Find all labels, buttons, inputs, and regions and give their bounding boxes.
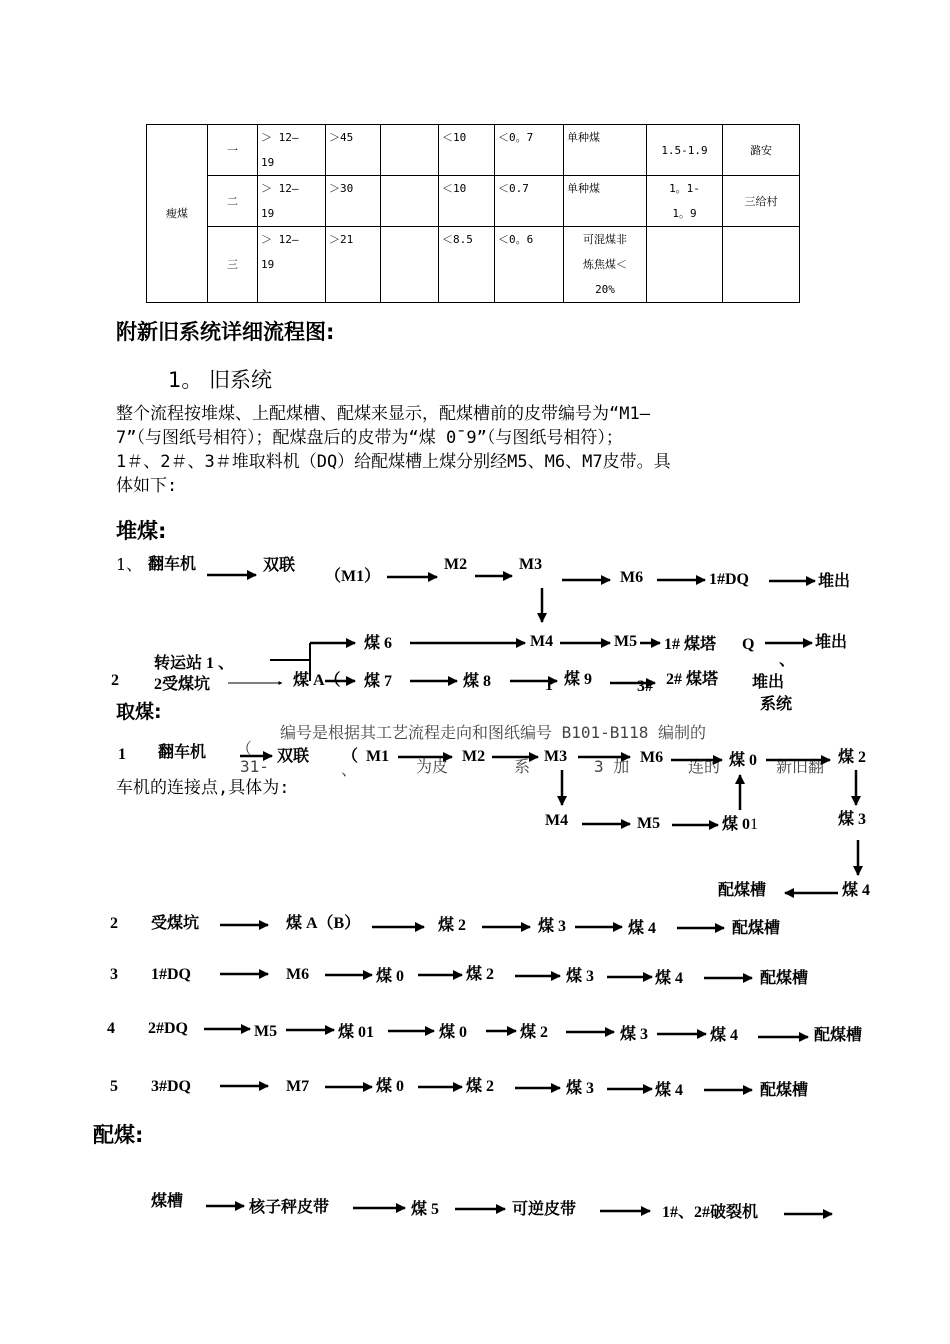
table-cell: 可混煤非 炼焦煤＜ 20%	[564, 227, 647, 303]
flow-node: M2	[444, 556, 468, 573]
flow-node: M5	[614, 633, 638, 650]
flow-node: 煤 8	[463, 673, 492, 690]
grade-cell: 一	[208, 125, 258, 176]
table-cell: 三给村	[723, 176, 800, 227]
flow-glyph: 1	[545, 677, 553, 694]
table-cell: ＞21	[326, 227, 381, 303]
flow-node: 煤 A（B）	[286, 915, 361, 932]
flow-node: M7	[286, 1078, 310, 1095]
flow-node: 3#DQ	[151, 1078, 191, 1095]
flow-node: 翻车机	[158, 744, 207, 761]
table-cell: ＞ 12— 19	[258, 125, 326, 176]
flow-node: M6	[286, 966, 310, 983]
table-cell: ＞30	[326, 176, 381, 227]
obscured-text: （	[236, 739, 253, 758]
section-heading: 附新旧系统详细流程图:	[116, 320, 335, 344]
flow-node: M6	[620, 569, 644, 586]
flow-node: 配煤槽	[718, 882, 767, 899]
flow-node: 双联	[277, 748, 310, 765]
flow-node: 1#、2#破裂机	[662, 1204, 759, 1221]
flow-number: 2	[111, 672, 119, 689]
table-cell: ＜0.7	[495, 176, 564, 227]
flow-node: 煤 01	[338, 1024, 375, 1041]
flow-node: 煤 3	[566, 1080, 595, 1097]
flow-node: 煤 2	[466, 1078, 495, 1095]
obscured-text: 、	[341, 760, 358, 779]
flow-node: 1#DQ	[709, 571, 749, 588]
flow-node: 煤 4	[628, 920, 657, 937]
flow-node: 3#	[637, 678, 653, 695]
flow-node: 煤 6	[364, 635, 393, 652]
obscured-text: 编号是根据其工艺流程走向和图纸编号 B101-B118 编制的	[280, 723, 706, 742]
take-section-title: 取煤:	[116, 701, 162, 723]
table-cell: ＞ 12— 19	[258, 176, 326, 227]
grade-cell: 三	[208, 227, 258, 303]
coal-category: 瘦煤	[147, 125, 208, 303]
flow-node: 配煤槽	[814, 1027, 863, 1044]
flow-node: 1#DQ	[151, 966, 191, 983]
flow-number: 1	[118, 746, 126, 763]
flow-node: 受煤坑	[151, 915, 200, 932]
grade-cell: 二	[208, 176, 258, 227]
table-cell: 单种煤	[564, 176, 647, 227]
table-cell: ＞ 12— 19	[258, 227, 326, 303]
flow-node: M5	[637, 815, 661, 832]
flow-node: 煤 3	[620, 1026, 649, 1043]
flow-node: 煤 0	[376, 1078, 405, 1095]
flow-node: M4	[530, 633, 554, 650]
flow-node: 煤 4	[842, 882, 871, 899]
flow-fragment: 系统	[760, 696, 793, 713]
flow-number: 2	[110, 915, 118, 932]
flow-node: （M1）	[325, 568, 381, 585]
flow-node: 核子秤皮带	[249, 1199, 330, 1216]
table-cell: ＜10	[439, 176, 495, 227]
flow-node: M1	[366, 748, 390, 765]
flow-number: 3	[110, 966, 118, 983]
flow-number: 1、	[116, 555, 143, 574]
obscured-text: 31-	[240, 757, 269, 776]
obscured-text: 3 加	[594, 757, 630, 776]
obscured-text: 连的	[688, 757, 721, 776]
flow-node: M3	[519, 556, 543, 573]
flow-node: 煤槽	[151, 1193, 184, 1210]
flow-node: 配煤槽	[760, 1082, 809, 1099]
flow-node: 2#DQ	[148, 1020, 188, 1037]
obscured-text: 为皮	[416, 757, 449, 776]
table-cell: ＜0。6	[495, 227, 564, 303]
flow-number: 5	[110, 1078, 118, 1095]
flow-node: M6	[640, 749, 664, 766]
flow-node: M4	[545, 812, 569, 829]
flow-node: 煤 01	[722, 816, 759, 833]
subsection-heading: 1。 旧系统	[168, 368, 273, 392]
table-cell: 1。1- 1。9	[647, 176, 723, 227]
flow-node: 煤 3	[566, 968, 595, 985]
flow-node: 煤 3	[838, 811, 867, 828]
table-cell: 潞安	[723, 125, 800, 176]
table-cell: ＞45	[326, 125, 381, 176]
obscured-text: 系	[514, 757, 531, 776]
flow-node: 煤 4	[655, 1082, 684, 1099]
flow-node: 煤 4	[710, 1027, 739, 1044]
flow-node: 2受煤坑	[154, 676, 211, 693]
table-cell: 1.5-1.9	[647, 125, 723, 176]
flow-glyph: 、	[779, 652, 796, 669]
flow-node: M5	[254, 1023, 278, 1040]
obscured-text: 新旧翻	[776, 757, 825, 776]
flow-node: 堆出	[752, 674, 785, 691]
flow-node: 煤 A（	[293, 672, 341, 689]
table-cell: ＜10	[439, 125, 495, 176]
flow-node: 煤 3	[538, 918, 567, 935]
flow-node: 煤 2	[466, 966, 495, 983]
flow-node: 煤 4	[655, 970, 684, 987]
flow-node: 煤 0	[439, 1024, 468, 1041]
stack-section-title: 堆煤:	[116, 519, 167, 543]
flow-node: 煤 0	[376, 968, 405, 985]
flow-node: 煤 5	[411, 1201, 440, 1218]
flow-node: 配煤槽	[732, 920, 781, 937]
flow-node: 双联	[263, 557, 296, 574]
flow-node: 配煤槽	[760, 970, 809, 987]
intro-paragraph: 整个流程按堆煤、上配煤槽、配煤来显示，配煤槽前的皮带编号为“M1— 7”（与图纸号相符）；配煤盘后的皮带为“煤 0¯9”（与图纸号相符）； 1＃、2＃、3＃堆取料机（DQ）给配煤槽上煤分别经M5、M6、M7皮带。具 体如下:	[116, 404, 671, 496]
flow-node: 煤 9	[564, 671, 593, 688]
flow-node: 转运站 1 、	[154, 655, 235, 672]
flow-node: 煤 2	[438, 917, 467, 934]
flow-node: 堆出	[818, 573, 851, 590]
flow-node: M3	[544, 748, 568, 765]
flow-node: （	[342, 748, 359, 765]
table-cell: ＜8.5	[439, 227, 495, 303]
flow-number: 4	[107, 1020, 115, 1037]
table-cell: 单种煤	[564, 125, 647, 176]
table-cell: ＜0。7	[495, 125, 564, 176]
flow-node: 煤 7	[364, 673, 393, 690]
flow-node: 1# 煤塔	[664, 636, 717, 653]
flow-node: 2# 煤塔	[666, 671, 719, 688]
flow-node: M2	[462, 748, 486, 765]
flow-node: 翻车机	[148, 556, 197, 573]
flow-node: 堆出	[815, 634, 848, 651]
connection-note: 车机的连接点,具体为:	[116, 778, 290, 798]
flow-node: 煤 2	[838, 749, 867, 766]
blend-section-title: 配煤:	[93, 1123, 144, 1147]
flow-node: 煤 2	[520, 1024, 549, 1041]
flow-node: Q	[742, 636, 755, 653]
flow-node: 煤 0	[729, 752, 758, 769]
flow-node: 可逆皮带	[512, 1201, 577, 1218]
